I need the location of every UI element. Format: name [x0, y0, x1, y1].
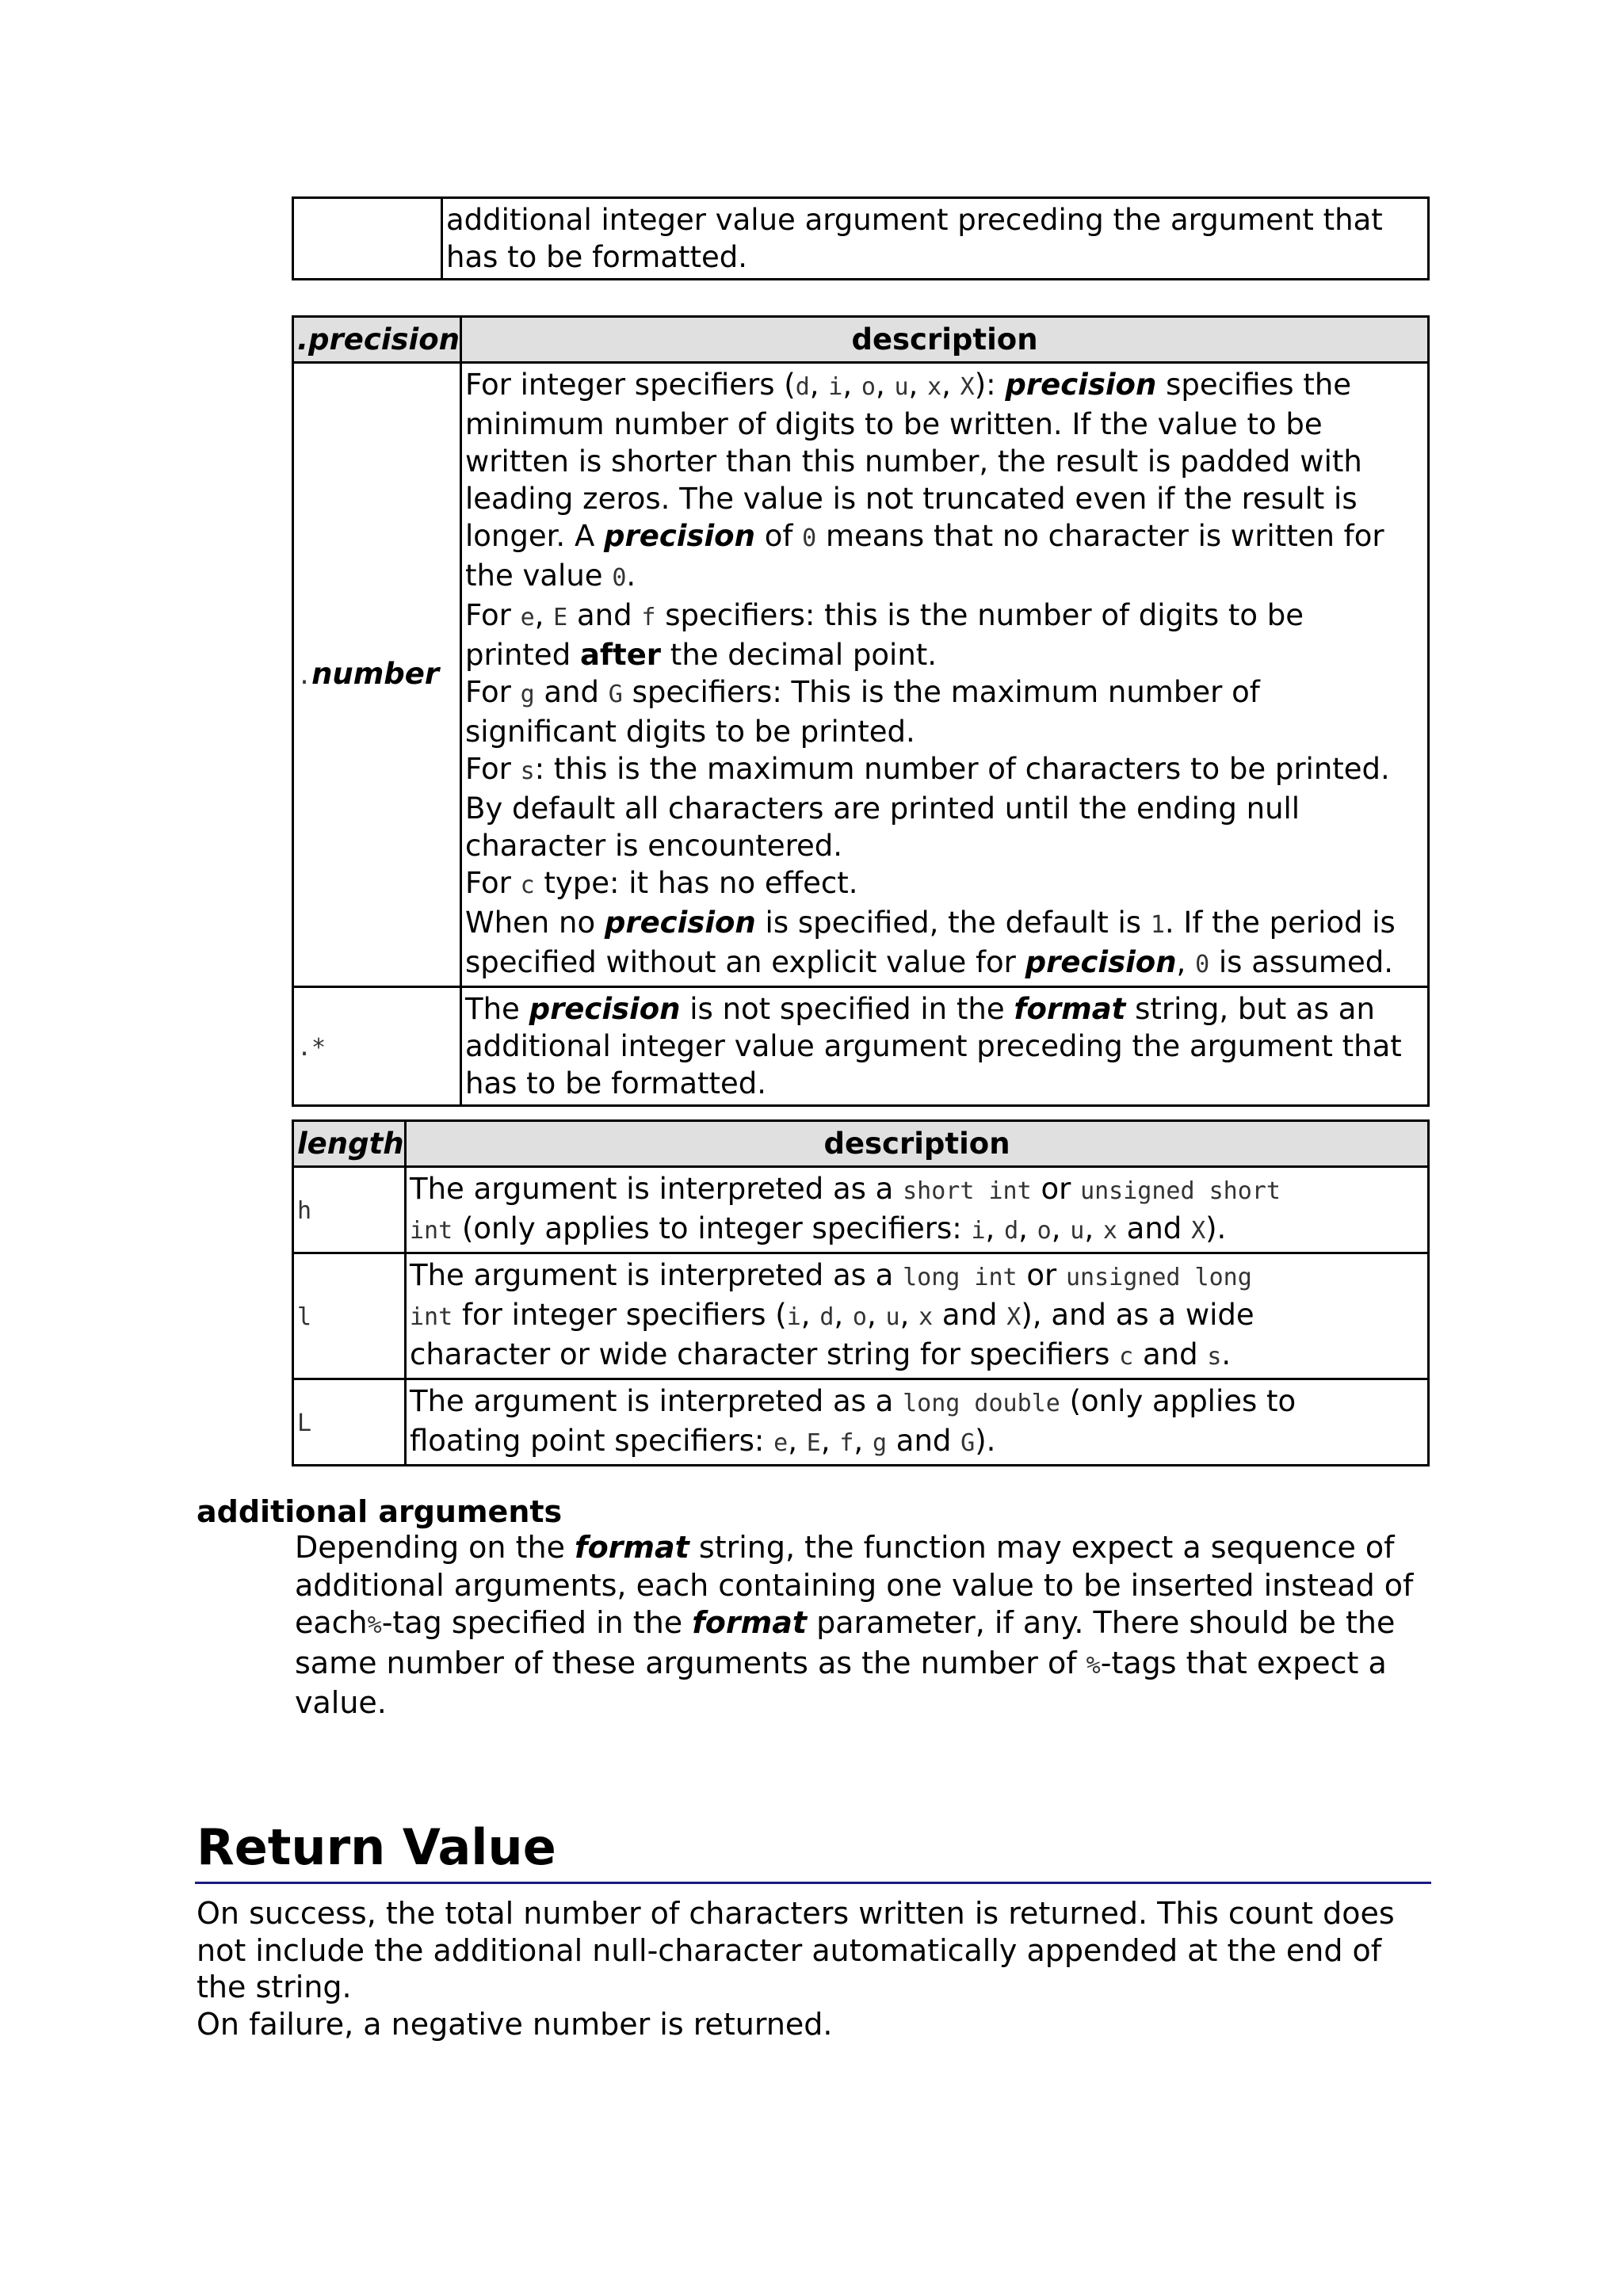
table-cell-key: L [293, 1379, 406, 1466]
table-row [293, 1379, 1429, 1466]
table-cell-description: The argument is interpreted as a long int or unsigned long int for integer specifiers (i, d, o, u, x and X), and as a wide character or wide character string for specifiers c and s. [406, 1253, 1429, 1379]
table-row [293, 1253, 1429, 1379]
heading-divider [195, 1882, 1431, 1884]
return-value-heading: Return Value [197, 1818, 556, 1876]
table-cell-key: .* [293, 987, 461, 1106]
table-cell-description: The precision is not specified in the format string, but as an additional integer value argument preceding the argument that has to be formatted. [461, 987, 1429, 1106]
table-cell-key: l [293, 1253, 406, 1379]
precision-table [292, 315, 1430, 1107]
header-length: length [293, 1121, 406, 1167]
table-row [293, 987, 1429, 1106]
table-cell-description: The argument is interpreted as a long double (only applies to floating point specifiers: e, E, f, g and G). [406, 1379, 1429, 1466]
header-description: description [461, 317, 1429, 363]
table-cell-description: additional integer value argument preceding the argument that has to be formatted. [442, 198, 1429, 280]
table-cell-empty [293, 198, 442, 280]
additional-arguments-text: Depending on the format string, the function may expect a sequence of additional arguments, each containing one value to be inserted instead of each%-tag specified in the format parameter, if any. There should be the same number of these arguments as the number of %-tags that expect a value. [295, 1530, 1414, 1720]
additional-arguments-heading: additional arguments [197, 1494, 563, 1529]
table-row [293, 198, 1429, 280]
table-cell-key: .number [293, 363, 461, 987]
table-row [293, 363, 1429, 987]
return-value-text: On success, the total number of characters written is returned. This count does not include the additional null-character automatically appended at the end of the string. On failure, a negative number is returned. [197, 1896, 1395, 2042]
width-table-continuation [292, 196, 1430, 280]
table-row [293, 1167, 1429, 1253]
header-precision: .precision [293, 317, 461, 363]
length-table [292, 1119, 1430, 1466]
table-header-row [293, 317, 1429, 363]
table-cell-description: For integer specifiers (d, i, o, u, x, X): precision specifies the minimum number of digits to be written. If the value to be written is shorter than this number, the result is padded with leading zeros. The value is not truncated even if the result is longer. A precision of 0 means that no character is written for the value 0. For e, E and f specifiers: this is the number of digits to be printed after the decimal point. For g and G specifiers: This is the maximum number of significant digits to be printed. For s: this is the maximum number of characters to be printed. By default all characters are printed until the ending null character is encountered. For c type: it has no effect. When no precision is specified, the default is 1. If the period is specified without an explicit value for precision, 0 is assumed. [461, 363, 1429, 987]
table-cell-key: h [293, 1167, 406, 1253]
header-description: description [406, 1121, 1429, 1167]
table-cell-description: The argument is interpreted as a short int or unsigned short int (only applies to integer specifiers: i, d, o, u, x and X). [406, 1167, 1429, 1253]
table-header-row [293, 1121, 1429, 1167]
